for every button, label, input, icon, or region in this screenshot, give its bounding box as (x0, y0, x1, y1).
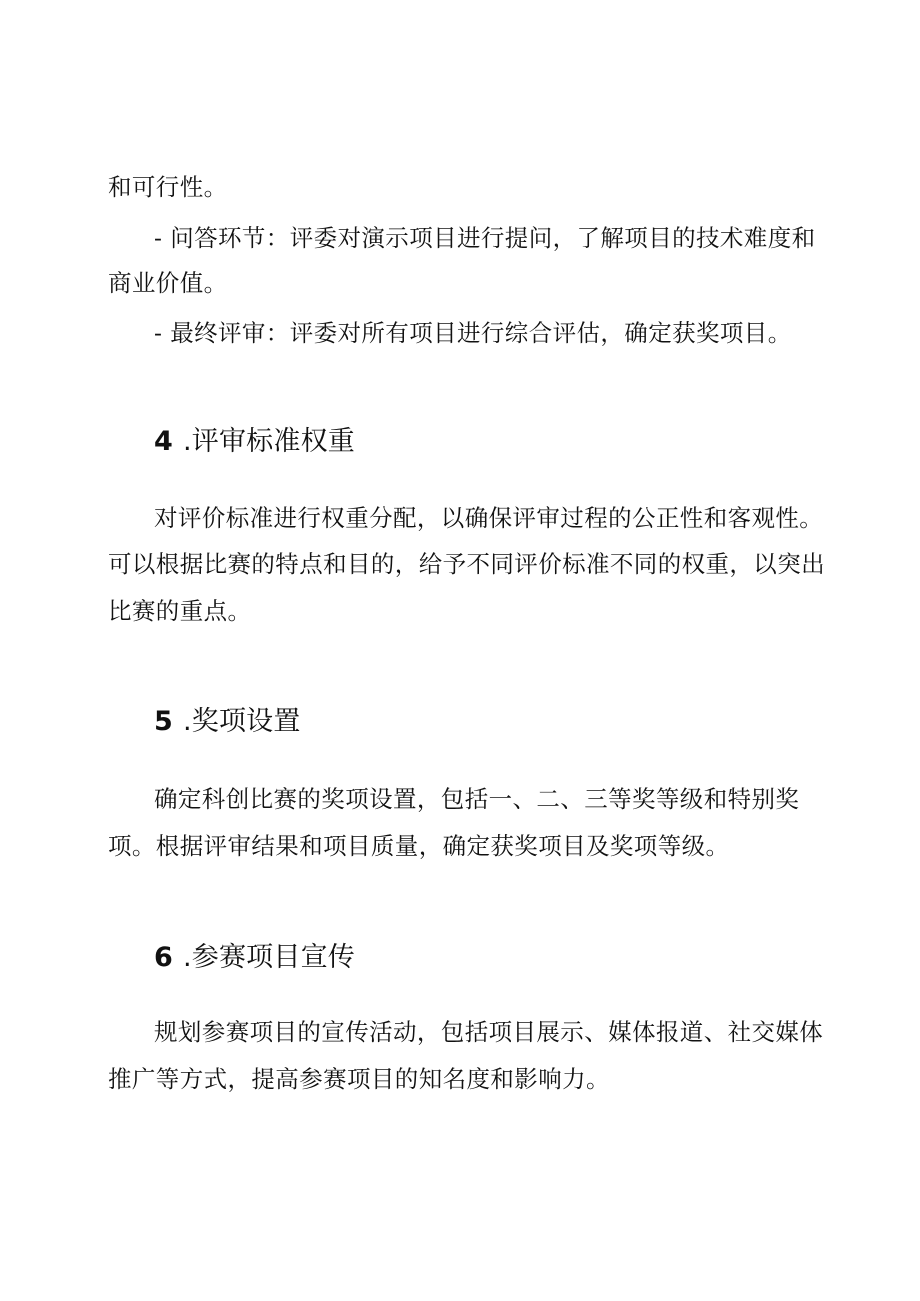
section-number: 5 (154, 706, 173, 737)
section-heading-6 (154, 941, 355, 975)
section-number: 6 (154, 942, 173, 973)
section-4-line-1: 对评价标准进行权重分配，以确保评审过程的公正性和客观性。 (154, 504, 824, 532)
section-title: .评审标准权重 (183, 426, 355, 457)
section-heading-5 (154, 705, 301, 739)
section-6-line-2: 推广等方式，提高参赛项目的知名度和影响力。 (108, 1065, 610, 1093)
section-6-line-1: 规划参赛项目的宣传活动，包括项目展示、媒体报道、社交媒体 (154, 1018, 824, 1046)
bullet-final-review: - 最终评审：评委对所有项目进行综合评估，确定获奖项目。 (154, 319, 792, 347)
section-number: 4 (154, 426, 173, 457)
bullet-qa-line-1: - 问答环节：评委对演示项目进行提问，了解项目的技术难度和 (154, 224, 816, 252)
section-4-line-3: 比赛的重点。 (108, 597, 252, 625)
section-title: .奖项设置 (183, 706, 301, 737)
section-title: .参赛项目宣传 (183, 942, 355, 973)
section-5-line-1: 确定科创比赛的奖项设置，包括一、二、三等奖等级和特别奖 (154, 785, 800, 813)
section-5-line-2: 项。根据评审结果和项目质量，确定获奖项目及奖项等级。 (108, 832, 730, 860)
section-heading-4 (154, 425, 355, 459)
section-4-line-2: 可以根据比赛的特点和目的，给予不同评价标准不同的权重，以突出 (108, 550, 825, 578)
paragraph-continuation: 和可行性。 (108, 173, 228, 201)
bullet-qa-line-2: 商业价值。 (108, 269, 228, 297)
